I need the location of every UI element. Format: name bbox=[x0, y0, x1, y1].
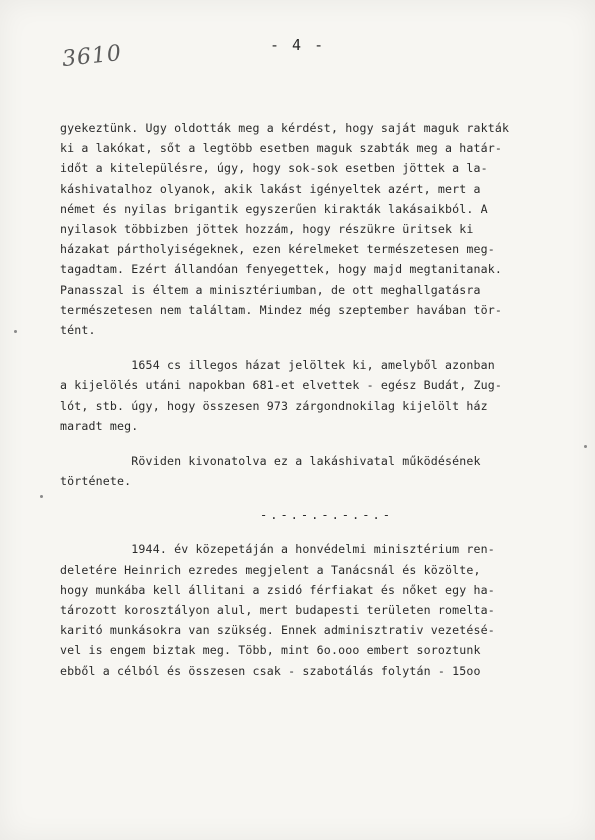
scan-speck bbox=[584, 445, 587, 448]
text-line: Panasszal is éltem a minisztériumban, de ott meghallgatásra bbox=[60, 282, 481, 297]
text-line: tározott korosztályon alul, mert budapesti területen romelta- bbox=[60, 603, 495, 618]
text-line: házakat pártholyiségeknek, ezen kérelmeket természetesen meg- bbox=[60, 242, 495, 257]
text-line: 1654 cs illegos házat jelöltek ki, amelyből azonban bbox=[60, 358, 495, 373]
text-line: ebből a célból és összesen csak - szabotálás folytán - 15oo bbox=[60, 663, 481, 678]
paragraph-gap bbox=[60, 436, 538, 451]
text-line: káshivatalhoz olyanok, akik lakást igényeltek azért, mert a bbox=[60, 181, 481, 196]
paragraph-3 bbox=[60, 451, 538, 491]
scan-speck bbox=[14, 330, 17, 333]
paragraph-gap bbox=[60, 340, 538, 355]
section-separator: -.-.-.-.-.-.- bbox=[260, 508, 393, 523]
text-line: ki a lakókat, sőt a legtöbb esetben maguk szabták meg a határ- bbox=[60, 141, 503, 156]
text-line: deletére Heinrich ezredes megjelent a Tanácsnál és közölte, bbox=[60, 562, 481, 577]
text-line: nyilasok többizben jöttek hozzám, hogy részükre üritsek ki bbox=[60, 222, 474, 237]
paragraph-2 bbox=[60, 355, 538, 436]
page-number: - 4 - bbox=[270, 36, 326, 54]
text-line: természetesen nem találtam. Mindez még szeptember havában tör- bbox=[60, 302, 503, 317]
text-line: karitó munkásokra van szükség. Ennek adminisztrativ vezetésé- bbox=[60, 623, 495, 638]
text-line: német és nyilas brigantik egyszerűen kirakták lakásaikból. A bbox=[60, 201, 488, 216]
text-line: Röviden kivonatolva ez a lakáshivatal működésének bbox=[60, 454, 481, 469]
paragraph-4 bbox=[60, 539, 538, 680]
text-line: a kijelölés utáni napokban 681-et elvettek - egész Budát, Zug- bbox=[60, 378, 503, 393]
text-line: vel is engem biztak meg. Több, mint 6o.ooo embert soroztunk bbox=[60, 643, 481, 658]
scan-speck bbox=[40, 495, 43, 498]
text-line: gyekeztünk. Ugy oldották meg a kérdést, hogy saját maguk rakták bbox=[60, 121, 510, 135]
text-line: lót, stb. úgy, hogy összesen 973 zárgondnokilag kijelölt ház bbox=[60, 398, 488, 413]
text-line: tagadtam. Ezért állandóan fenyegettek, hogy majd megtanitanak. bbox=[60, 262, 503, 277]
paragraph-gap bbox=[60, 524, 538, 539]
body-text bbox=[60, 118, 538, 681]
text-line: tént. bbox=[60, 323, 96, 338]
text-line: 1944. év közepetáján a honvédelmi minisztérium ren- bbox=[60, 542, 495, 557]
paragraph-gap bbox=[60, 491, 538, 506]
text-line: története. bbox=[60, 474, 132, 489]
text-line: hogy munkába kell állitani a zsidó férfiakat és nőket egy ha- bbox=[60, 582, 495, 597]
text-line: időt a kitelepülésre, úgy, hogy sok-sok esetben jöttek a la- bbox=[60, 161, 488, 176]
paragraph-1 bbox=[60, 118, 538, 340]
archive-number: 3610 bbox=[60, 40, 124, 73]
text-line: maradt meg. bbox=[60, 418, 139, 433]
